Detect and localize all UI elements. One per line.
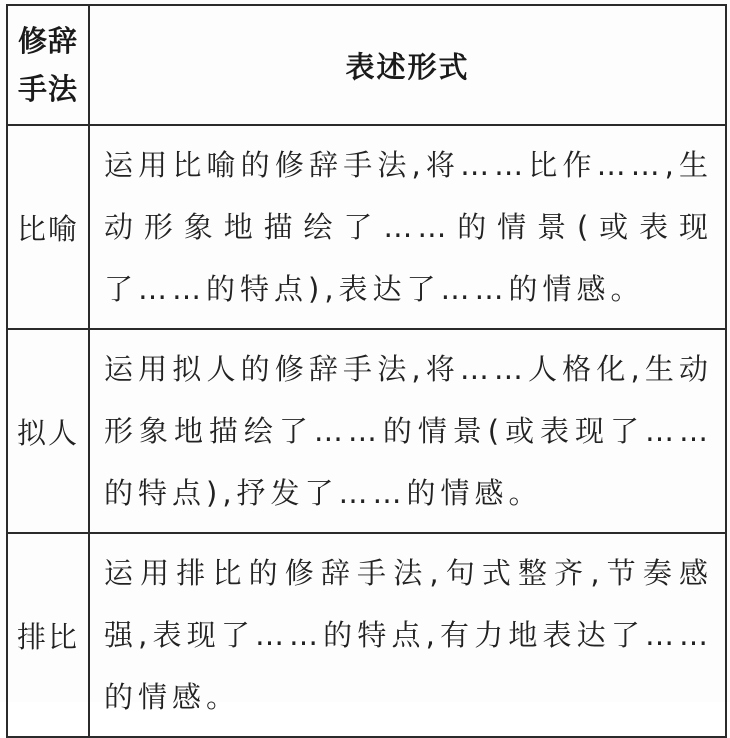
table-row: [7, 533, 726, 737]
technique-cell-personification: 拟人: [7, 329, 89, 533]
header-technique-line2: 手法: [17, 72, 78, 106]
technique-cell-parallelism: 排比: [7, 533, 89, 737]
description-cell-personification: 运用拟人的修辞手法,将……人格化,生动形象地描绘了……的情景(或表现了……的特点),抒发了……的情感。: [89, 329, 726, 533]
description-cell-metaphor: 运用比喻的修辞手法,将……比作……,生动形象地描绘了……的情景(或表现了……的特点),表达了……的情感。: [89, 125, 726, 329]
header-technique-line1: 修辞: [17, 24, 78, 58]
table-row: [7, 125, 726, 329]
header-expression-cell: 表述形式: [89, 5, 726, 125]
table-header-row: [7, 5, 726, 125]
table-row: [7, 329, 726, 533]
rhetoric-table: [6, 4, 727, 738]
description-cell-parallelism: 运用排比的修辞手法,句式整齐,节奏感强,表现了……的特点,有力地表达了……的情感。: [89, 533, 726, 737]
technique-cell-metaphor: 比喻: [7, 125, 89, 329]
header-technique-cell: [7, 5, 89, 125]
